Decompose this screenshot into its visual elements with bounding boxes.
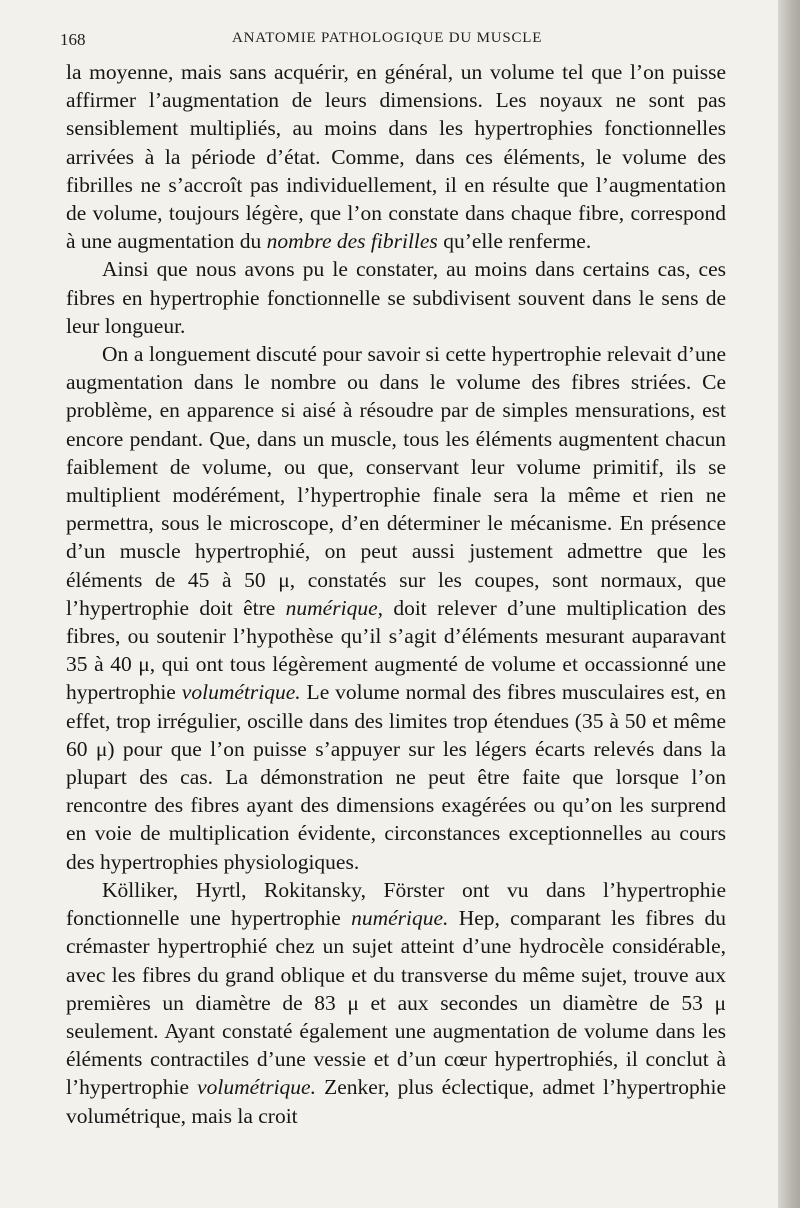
- paragraph-1-segment: qu’elle renferme.: [437, 229, 592, 254]
- paragraph-4: [66, 876, 726, 1130]
- paragraph-1-italic: nombre des fibrilles: [266, 229, 438, 254]
- page-binding-edge: [778, 0, 800, 1208]
- paragraph-3-italic: volumétrique.: [181, 680, 301, 705]
- paragraph-3-segment: Le volume normal des fibres musculaires est, en effet, trop irrégulier, oscille dans des limites trop étendues (35 à 50 et même 60 μ) pour que l’on puisse s’appuyer sur les légers écarts relevés dans la plupart des cas. La démonstration ne peut être faite que lorsque l’on rencontre des fibres ayant des dimensions exagérées ou qu’on les surprend en voie de multiplication évidente, circonstances exceptionnelles au cours des hypertrophies physiologiques.: [66, 680, 727, 874]
- page-number: 168: [60, 30, 86, 49]
- paragraph-3-segment: On a longuement discuté pour savoir si cette hypertrophie relevait d’une augmentation dans le nombre ou dans le volume des fibres striées. Ce problème, en apparence si aisé à résoudre par de simples mensurations, est encore pendant. Que, dans un muscle, tous les éléments augmentent chacun faiblement de volume, ou que, conservant leur volume primitif, ils se multiplient modérément, l’hypertrophie finale sera la même et rien ne permettra, sous le microscope, d’en déterminer le mécanisme. En présence d’un muscle hypertrophié, on peut aussi justement admettre que les éléments de 45 à 50 μ, constatés sur les coupes, sont normaux, que l’hypertrophie doit être: [66, 342, 726, 620]
- paragraph-4-segment: Zenker, plus éclectique, admet l’hypertrophie volumétrique, mais la croit: [66, 1075, 726, 1128]
- paragraph-1: [66, 58, 726, 255]
- running-title: ANATOMIE PATHOLOGIQUE DU MUSCLE: [232, 30, 543, 46]
- body-text: [66, 58, 726, 1130]
- page-header: [60, 28, 728, 52]
- paragraph-3: [66, 340, 726, 876]
- paragraph-1-segment: la moyenne, mais sans acquérir, en général, un volume tel que l’on puisse affirmer l’augmentation de leurs dimensions. Les noyaux ne sont pas sensiblement multipliés, au moins dans les hypertrophies fonctionnelles arrivées à la période d’état. Comme, dans ces éléments, le volume des fibrilles ne s’accroît pas individuellement, il en résulte que l’augmentation de volume, toujours légère, que l’on constate dans chaque fibre, correspond à une augmentation du: [66, 60, 726, 254]
- paragraph-2: [66, 255, 726, 340]
- paragraph-3-segment: doit relever d’une multiplication des fibres, ou soutenir l’hypothèse qu’il s’agit d’éléments mesurant auparavant 35 à 40 μ, qui ont tous légèrement augmenté de volume et occassionné une hypertrophie: [66, 595, 726, 705]
- paragraph-4-segment: Kölliker, Hyrtl, Rokitansky, Förster ont vu dans l’hypertrophie fonctionnelle une hypertrophie: [66, 877, 726, 931]
- paragraph-4-segment: Hep, comparant les fibres du crémaster hypertrophié chez un sujet atteint d’une hydrocèle considérable, avec les fibres du grand oblique et du transverse du même sujet, trouve aux premières un diamètre de 83 μ et aux secondes un diamètre de 53 μ seulement. Ayant constaté également une augmentation de volume dans les éléments contractiles d’une vessie et d’un cœur hypertrophiés, il conclut à l’hypertrophie: [66, 906, 727, 1100]
- paragraph-4-italic: volumétrique.: [197, 1075, 316, 1100]
- paragraph-3-italic: numérique,: [285, 595, 383, 620]
- paragraph-4-italic: numérique.: [351, 906, 449, 931]
- paragraph-2-segment: Ainsi que nous avons pu le constater, au moins dans certains cas, ces fibres en hypertrophie fonctionnelle se subdivisent souvent dans le sens de leur longueur.: [66, 257, 726, 338]
